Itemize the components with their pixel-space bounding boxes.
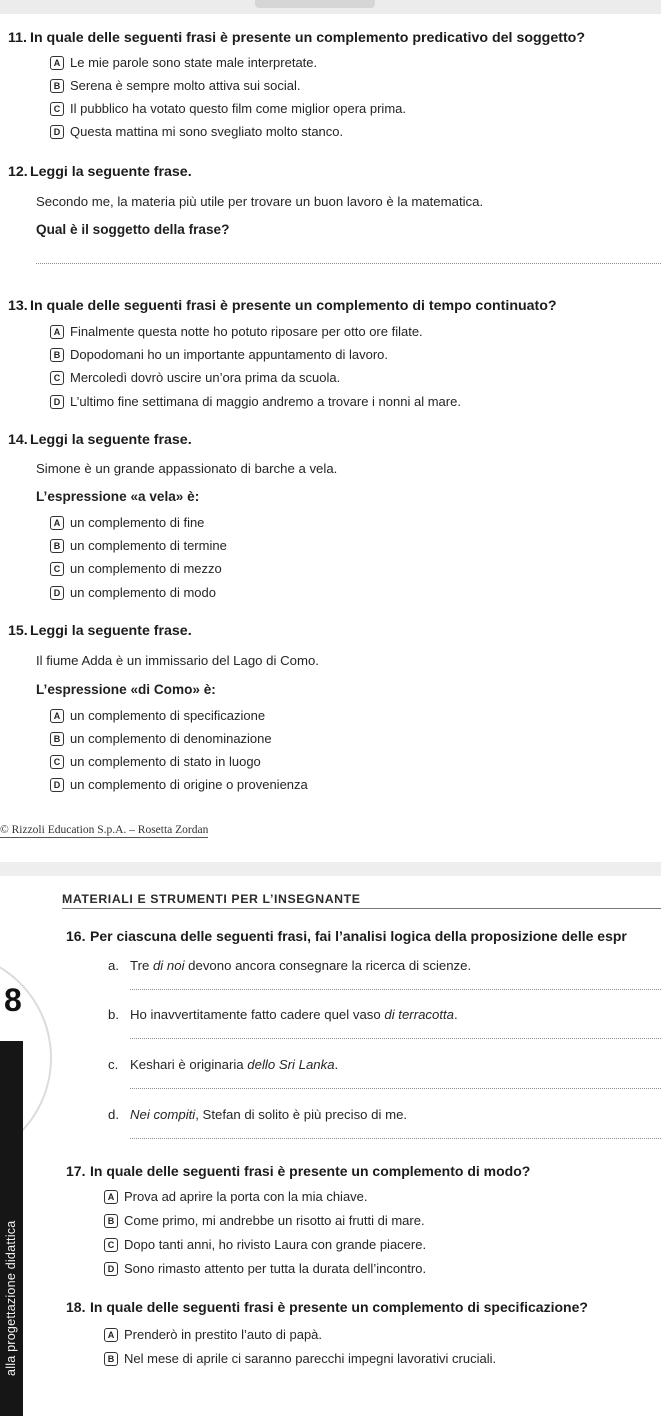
option-badge: D <box>50 395 64 409</box>
q11-option-b[interactable] <box>50 78 301 93</box>
option-badge: C <box>50 562 64 576</box>
option-text: un complemento di termine <box>70 538 227 553</box>
option-badge: C <box>50 755 64 769</box>
option-badge: C <box>104 1238 118 1252</box>
q15-option-a[interactable] <box>50 708 265 723</box>
question-text: Leggi la seguente frase. <box>30 623 192 639</box>
option-badge: B <box>50 79 64 93</box>
q16-answer-line-b[interactable] <box>130 1038 661 1039</box>
option-badge: D <box>50 778 64 792</box>
q15-sentence: Il fiume Adda è un immissario del Lago di Como. <box>36 653 319 668</box>
option-badge: C <box>50 102 64 116</box>
q13-option-c[interactable] <box>50 370 340 385</box>
question-text: In quale delle seguenti frasi è presente un complemento di modo? <box>90 1163 531 1179</box>
side-tab-label: alla progettazione didattica <box>4 1220 18 1376</box>
option-text: Finalmente questa notte ho potuto riposare per otto ore filate. <box>70 324 423 339</box>
q15-option-d[interactable] <box>50 777 308 792</box>
question-text: In quale delle seguenti frasi è presente un complemento di tempo continuato? <box>30 298 557 314</box>
q11-option-c[interactable] <box>50 101 406 116</box>
option-text: Sono rimasto attento per tutta la durata dell’incontro. <box>124 1261 427 1276</box>
q14-prompt: L’espressione «a vela» è: <box>36 489 200 504</box>
question-18 <box>66 1299 588 1315</box>
q17-option-a[interactable] <box>104 1189 368 1204</box>
option-text: un complemento di mezzo <box>70 561 222 576</box>
option-text: un complemento di denominazione <box>70 731 272 746</box>
option-badge: A <box>50 56 64 70</box>
item-emphasis: dello Sri Lanka <box>247 1057 335 1072</box>
question-12 <box>8 164 192 180</box>
q16-answer-line-c[interactable] <box>130 1088 661 1089</box>
question-text: Leggi la seguente frase. <box>30 164 192 180</box>
q12-answer-line[interactable] <box>36 263 661 264</box>
option-badge: A <box>104 1328 118 1342</box>
q14-option-c[interactable] <box>50 561 222 576</box>
question-number: 12. <box>8 164 28 180</box>
section-title: MATERIALI E STRUMENTI PER L’INSEGNANTE <box>62 892 361 906</box>
option-text: Come primo, mi andrebbe un risotto ai frutti di mare. <box>124 1213 425 1228</box>
q11-option-a[interactable] <box>50 55 317 70</box>
question-number: 17. <box>66 1163 86 1179</box>
option-text: Nel mese di aprile ci saranno parecchi impegni lavorativi cruciali. <box>124 1351 497 1366</box>
option-text: Prenderò in prestito l’auto di papà. <box>124 1327 323 1342</box>
item-emphasis: Nei compiti <box>130 1107 196 1122</box>
option-badge: A <box>50 516 64 530</box>
q16-answer-line-d[interactable] <box>130 1138 661 1139</box>
option-text: Dopodomani ho un importante appuntamento di lavoro. <box>70 347 388 362</box>
item-emphasis: di terracotta <box>384 1007 455 1022</box>
worksheet-page-top <box>0 14 661 862</box>
question-number: 16. <box>66 928 86 944</box>
option-text: Le mie parole sono state male interpretate. <box>70 55 318 70</box>
option-text: Il pubblico ha votato questo film come miglior opera prima. <box>70 101 406 116</box>
q14-option-d[interactable] <box>50 585 216 600</box>
option-text: un complemento di stato in luogo <box>70 754 261 769</box>
option-text: un complemento di origine o provenienza <box>70 777 308 792</box>
item-letter: c. <box>108 1057 119 1072</box>
option-text: Serena è sempre molto attiva sui social. <box>70 78 301 93</box>
question-number: 15. <box>8 623 28 639</box>
item-text: devono ancora consegnare la ricerca di scienze. <box>184 958 472 973</box>
option-text: L’ultimo fine settimana di maggio andremo a trovare i nonni al mare. <box>70 394 461 409</box>
q14-option-b[interactable] <box>50 538 227 553</box>
question-13 <box>8 298 557 314</box>
option-badge: B <box>104 1214 118 1228</box>
option-badge: A <box>50 709 64 723</box>
q15-prompt: L’espressione «di Como» è: <box>36 682 216 697</box>
option-badge: A <box>104 1190 118 1204</box>
q16-item-b <box>108 1007 458 1022</box>
question-text: In quale delle seguenti frasi è presente un complemento di specificazione? <box>90 1299 588 1315</box>
option-badge: C <box>50 371 64 385</box>
option-badge: B <box>104 1352 118 1366</box>
option-text: Mercoledì dovrò uscire un’ora prima da scuola. <box>70 370 341 385</box>
item-text: Keshari è originaria <box>130 1057 248 1072</box>
top-scan-edge <box>0 0 661 14</box>
question-text: Leggi la seguente frase. <box>30 432 192 448</box>
q18-option-a[interactable] <box>104 1327 322 1342</box>
option-badge: B <box>50 348 64 362</box>
q16-item-d <box>108 1107 407 1122</box>
question-14 <box>8 432 192 448</box>
q17-option-c[interactable] <box>104 1237 426 1252</box>
q16-answer-line-a[interactable] <box>130 989 661 990</box>
option-text: Prova ad aprire la porta con la mia chiave. <box>124 1189 368 1204</box>
question-15 <box>8 623 192 639</box>
option-badge: A <box>50 325 64 339</box>
page-gap <box>0 862 661 876</box>
q16-item-c <box>108 1057 338 1072</box>
option-badge: B <box>50 539 64 553</box>
question-16 <box>66 928 627 944</box>
copyright-footer: © Rizzoli Education S.p.A. – Rosetta Zordan <box>0 824 209 836</box>
q15-option-c[interactable] <box>50 754 261 769</box>
option-text: un complemento di specificazione <box>70 708 266 723</box>
q13-option-a[interactable] <box>50 324 423 339</box>
question-17 <box>66 1163 530 1179</box>
question-text: In quale delle seguenti frasi è presente un complemento predicativo del soggetto? <box>30 30 586 46</box>
item-text: Tre <box>130 958 153 973</box>
item-text: Ho inavvertitamente fatto cadere quel vaso <box>130 1007 385 1022</box>
item-text: , Stefan di solito è più preciso di me. <box>195 1107 408 1122</box>
q12-prompt: Qual è il soggetto della frase? <box>36 222 230 237</box>
scan-smudge <box>255 0 375 8</box>
section-rule <box>62 908 661 909</box>
item-letter: d. <box>108 1107 119 1122</box>
item-letter: b. <box>108 1007 119 1022</box>
option-badge: D <box>104 1262 118 1276</box>
q17-option-b[interactable] <box>104 1213 425 1228</box>
q11-option-d[interactable] <box>50 124 343 139</box>
option-badge: D <box>50 125 64 139</box>
q12-sentence: Secondo me, la materia più utile per trovare un buon lavoro è la matematica. <box>36 194 484 209</box>
q18-option-b[interactable] <box>104 1351 496 1366</box>
item-text: . <box>454 1007 458 1022</box>
question-number: 11. <box>8 30 27 46</box>
q15-option-b[interactable] <box>50 731 272 746</box>
option-badge: D <box>50 586 64 600</box>
option-badge: B <box>50 732 64 746</box>
q16-item-a <box>108 958 471 973</box>
option-text: Questa mattina mi sono svegliato molto stanco. <box>70 124 344 139</box>
question-number: 13. <box>8 298 28 314</box>
page-number: 8 <box>4 982 22 1018</box>
q13-option-d[interactable] <box>50 394 461 409</box>
q14-sentence: Simone è un grande appassionato di barche a vela. <box>36 461 338 476</box>
item-emphasis: di noi <box>152 958 185 973</box>
option-text: Dopo tanti anni, ho rivisto Laura con grande piacere. <box>124 1237 427 1252</box>
question-number: 18. <box>66 1299 86 1315</box>
option-text: un complemento di modo <box>70 585 216 600</box>
question-number: 14. <box>8 432 28 448</box>
item-text: . <box>334 1057 339 1072</box>
q13-option-b[interactable] <box>50 347 388 362</box>
q14-option-a[interactable] <box>50 515 204 530</box>
worksheet-page-bottom <box>0 876 661 1416</box>
question-text: Per ciascuna delle seguenti frasi, fai l’analisi logica della proposizione delle espr <box>90 928 627 944</box>
item-letter: a. <box>108 958 119 973</box>
question-11 <box>8 30 585 46</box>
option-text: un complemento di fine <box>70 515 205 530</box>
q17-option-d[interactable] <box>104 1261 426 1276</box>
